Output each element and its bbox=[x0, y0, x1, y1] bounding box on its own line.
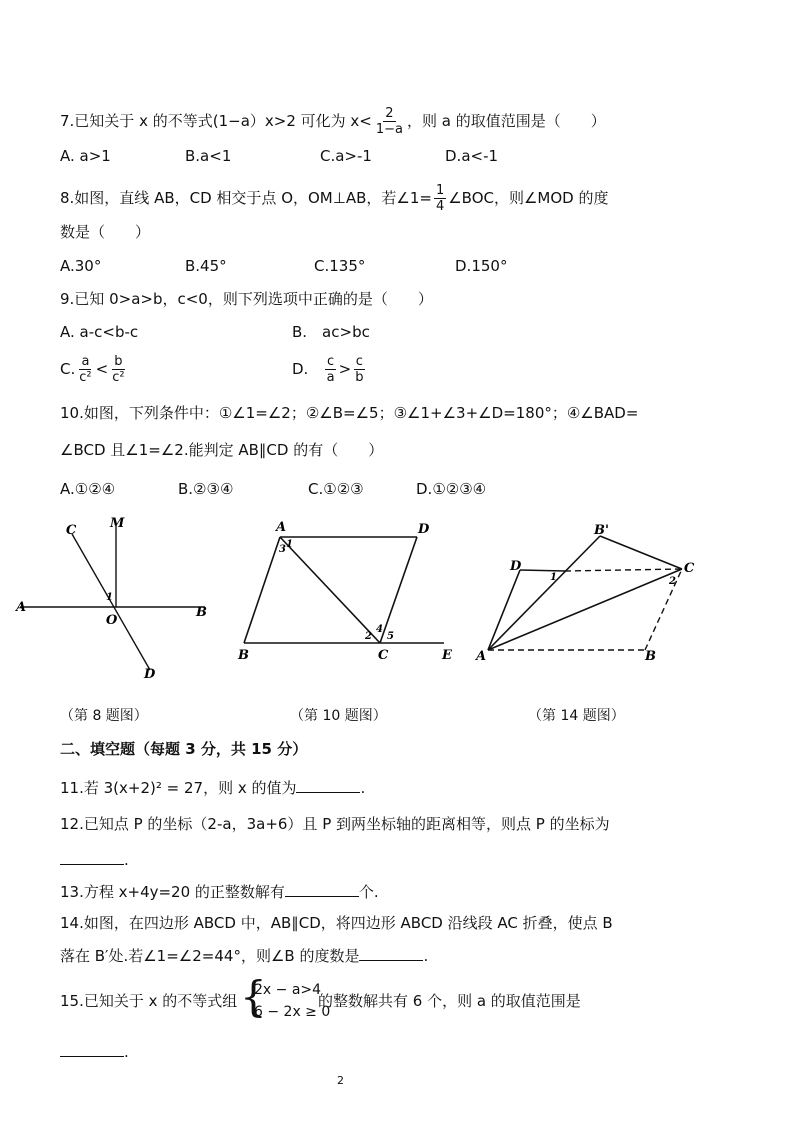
q12-answer-line bbox=[60, 850, 129, 870]
label-d: D bbox=[510, 559, 522, 574]
frac-den: 1−a bbox=[375, 122, 403, 137]
q8-fraction bbox=[434, 183, 446, 214]
q7-text-post: ，则 a 的取值范围是（ ） bbox=[407, 112, 606, 130]
angle-1-label: 1 bbox=[106, 592, 113, 603]
q14-stem-line1: 14.如图，在四边形 ABCD 中，AB∥CD，将四边形 ABCD 沿线段 AC 折叠，使点 B bbox=[60, 914, 613, 932]
frac-num: a bbox=[81, 354, 90, 369]
angle-4-label: 4 bbox=[376, 624, 383, 635]
q8-text-post: ∠BOC，则∠MOD 的度 bbox=[448, 189, 609, 207]
option-label: D. bbox=[292, 360, 309, 378]
angle-1-label: 1 bbox=[286, 539, 293, 550]
figure-8 bbox=[10, 512, 230, 692]
segment-ac bbox=[280, 537, 380, 643]
q10-stem-line1: 10.如图，下列条件中：①∠1=∠2；②∠B=∠5；③∠1+∠3+∠D=180°；④∠BAD= bbox=[60, 404, 639, 422]
segment-ac bbox=[488, 569, 682, 650]
angle-2-label: 2 bbox=[365, 631, 372, 642]
fraction bbox=[110, 354, 126, 385]
q13-stem bbox=[60, 882, 379, 902]
q7-fraction bbox=[374, 106, 405, 137]
section-fill-in-title: 二、填空题（每题 3 分，共 15 分） bbox=[60, 740, 308, 758]
q12-stem: 12.已知点 P 的坐标（2-a，3a+6）且 P 到两坐标轴的距离相等，则点 P 的坐标为 bbox=[60, 815, 610, 833]
label-b: B bbox=[645, 649, 656, 664]
frac-num: c bbox=[355, 354, 363, 369]
page-number: 2 bbox=[337, 1074, 344, 1087]
label-o: O bbox=[106, 613, 118, 628]
q9-option-a: A. a-c<b-c bbox=[60, 323, 139, 341]
relation: > bbox=[338, 360, 352, 378]
label-a: A bbox=[276, 520, 287, 535]
q13-answer-blank[interactable] bbox=[285, 882, 359, 897]
q8-option-c: C.135° bbox=[314, 257, 366, 275]
q15-system-brace: { bbox=[240, 972, 267, 1021]
segment-ab-prime bbox=[488, 536, 600, 650]
q8-text-pre: 8.如图，直线 AB，CD 相交于点 O，OM⊥AB，若∠1= bbox=[60, 189, 432, 207]
label-b: B bbox=[238, 648, 249, 663]
q10-option-a: A.①②④ bbox=[60, 480, 116, 498]
label-b: B bbox=[196, 605, 207, 620]
angle-5-label: 5 bbox=[387, 631, 394, 642]
q7-option-a: A. a>1 bbox=[60, 147, 111, 165]
figure-10-caption: （第 10 题图） bbox=[290, 708, 387, 724]
q7-stem bbox=[60, 106, 606, 137]
q9-stem: 9.已知 0>a>b，c<0，则下列选项中正确的是（ ） bbox=[60, 290, 433, 308]
q15-stem-post: 的整数解共有 6 个，则 a 的取值范围是 bbox=[318, 992, 581, 1010]
option-label: C. bbox=[60, 360, 76, 378]
frac-den: c² bbox=[79, 370, 92, 385]
q8-stem-line2: 数是（ ） bbox=[60, 223, 151, 241]
q10-option-c: C.①②③ bbox=[308, 480, 364, 498]
q15-system-eq2: 6 − 2x ≥ 0 bbox=[254, 1004, 331, 1020]
q10-stem-line2: ∠BCD 且∠1=∠2.能判定 AB∥CD 的有（ ） bbox=[60, 441, 384, 459]
q13-end: 个. bbox=[358, 883, 379, 901]
fraction bbox=[77, 354, 93, 385]
q14-end: . bbox=[423, 947, 429, 965]
segment-d-1 bbox=[520, 570, 565, 571]
label-a: A bbox=[16, 600, 27, 615]
q14-text: 落在 B′处.若∠1=∠2=44°，则∠B 的度数是 bbox=[60, 947, 360, 965]
q7-text-pre: 7.已知关于 x 的不等式(1−a）x>2 可化为 x< bbox=[60, 112, 372, 130]
figure-14-caption: （第 14 题图） bbox=[528, 708, 625, 724]
figure-8-caption: （第 8 题图） bbox=[60, 708, 148, 724]
segment-b-prime-c bbox=[600, 536, 682, 569]
frac-den: 4 bbox=[435, 199, 445, 214]
frac-den: a bbox=[326, 370, 335, 385]
label-e: E bbox=[442, 648, 452, 663]
q9-option-b: B. ac>bc bbox=[292, 323, 370, 341]
segment-bc-dashed bbox=[645, 569, 682, 650]
q15-end: . bbox=[124, 1043, 129, 1061]
figure-10 bbox=[232, 515, 472, 665]
frac-den: c² bbox=[112, 370, 125, 385]
q8-option-b: B.45° bbox=[185, 257, 227, 275]
q12-end: . bbox=[124, 851, 129, 869]
fraction bbox=[325, 354, 337, 385]
q11-stem bbox=[60, 778, 365, 798]
frac-num: 1 bbox=[435, 183, 445, 198]
q14-stem-line2 bbox=[60, 946, 428, 966]
label-b-prime: B' bbox=[594, 523, 609, 538]
angle-2-label: 2 bbox=[669, 576, 676, 587]
q13-text: 13.方程 x+4y=20 的正整数解有 bbox=[60, 883, 285, 901]
segment-ab bbox=[244, 537, 280, 643]
label-c: C bbox=[66, 523, 77, 538]
q8-option-d: D.150° bbox=[455, 257, 508, 275]
q7-option-c: C.a>-1 bbox=[320, 147, 372, 165]
q10-option-d: D.①②③④ bbox=[416, 480, 487, 498]
frac-num: 2 bbox=[385, 106, 394, 121]
q11-end: . bbox=[360, 779, 366, 797]
frac-num: b bbox=[114, 354, 123, 369]
frac-den: b bbox=[355, 370, 364, 385]
label-a: A bbox=[476, 649, 487, 664]
figure-14 bbox=[470, 520, 710, 670]
q9-option-d bbox=[292, 354, 367, 385]
angle-1-label: 1 bbox=[550, 572, 557, 583]
q8-option-a: A.30° bbox=[60, 257, 102, 275]
relation: < bbox=[95, 360, 109, 378]
q12-answer-blank[interactable] bbox=[60, 850, 124, 865]
q7-option-b: B.a<1 bbox=[185, 147, 232, 165]
q14-answer-blank[interactable] bbox=[359, 946, 423, 961]
q11-text: 11.若 3(x+2)² = 27，则 x 的值为 bbox=[60, 779, 297, 797]
q7-option-d: D.a<-1 bbox=[445, 147, 499, 165]
q11-answer-blank[interactable] bbox=[296, 778, 360, 793]
q15-system-eq1: 2x − a>4 bbox=[254, 982, 322, 998]
label-m: M bbox=[110, 516, 125, 531]
q15-answer-blank[interactable] bbox=[60, 1042, 124, 1057]
q10-option-b: B.②③④ bbox=[178, 480, 234, 498]
fraction bbox=[353, 354, 365, 385]
frac-num: c bbox=[327, 354, 335, 369]
q9-option-c bbox=[60, 354, 129, 385]
segment-dc bbox=[380, 537, 417, 643]
q15-stem: 15.已知关于 x 的不等式组 bbox=[60, 992, 238, 1010]
angle-3-label: 3 bbox=[279, 544, 286, 555]
label-d: D bbox=[418, 522, 430, 537]
q8-stem bbox=[60, 183, 609, 214]
label-c: C bbox=[684, 561, 695, 576]
label-d: D bbox=[144, 667, 156, 682]
label-c: C bbox=[378, 648, 389, 663]
q15-answer-line bbox=[60, 1042, 129, 1062]
segment-dc-dashed bbox=[565, 569, 682, 571]
